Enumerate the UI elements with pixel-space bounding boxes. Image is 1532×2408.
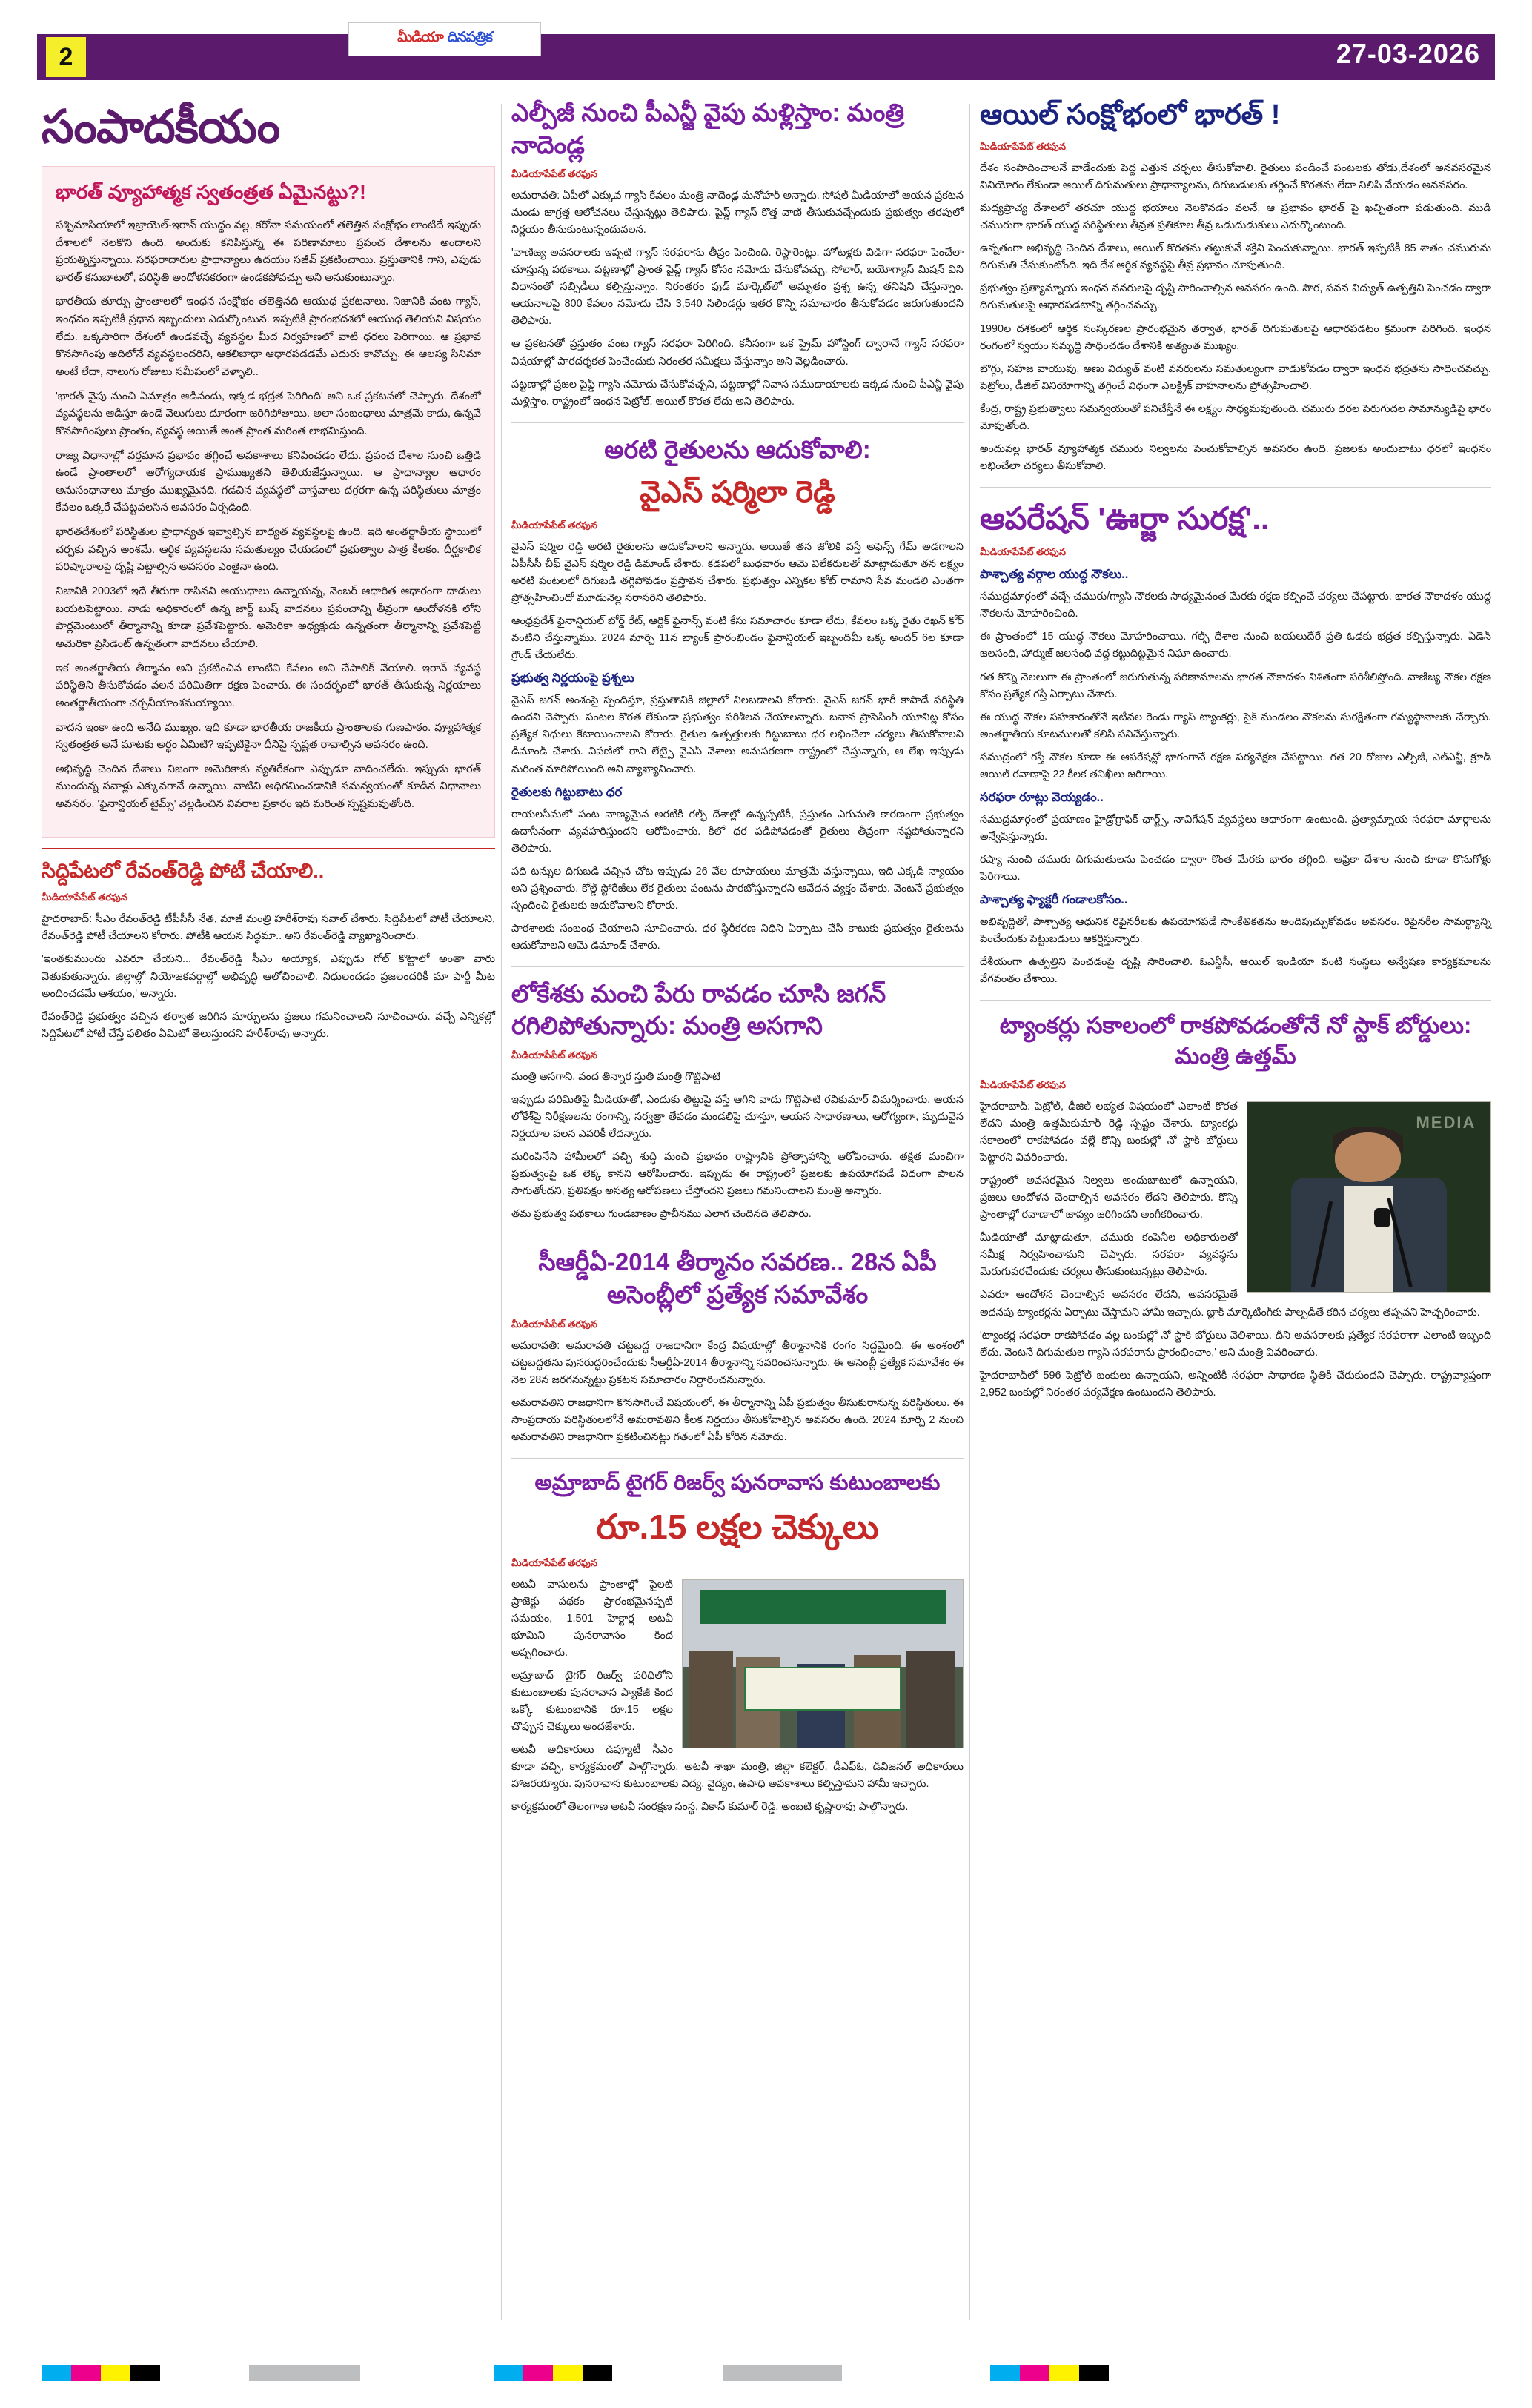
story-paragraph: ఆ ప్రకటనతో ప్రస్తుతం వంట గ్యాస్ సరఫరా పెరిగింది. కనీసంగా ఒక ప్రైమ్ హోస్టింగ్ ద్వారానే గ్యాస్ సరఫరా విషయాల్లో పారదర్శకత పెంచేందుకు నిరంతర సమీక్షలు చేస్తున్నాం అని వెల్లడించారు.	[511, 338, 964, 368]
story-paragraph: ప్రభుత్వం ప్రత్యామ్నాయ ఇంధన వనరులపై దృష్టి సారించాల్సిన అవసరం ఉంది. సౌర, పవన విద్యుత్ ఉత్పత్తిని పెంచడం ద్వారా దిగుమతులపై ఆధారపడటాన్ని తగ్గించవచ్చు.	[980, 282, 1491, 312]
byline: మీడియాపేపేట్ తరఫున	[980, 1079, 1067, 1090]
story-paragraph: దేశీయంగా ఉత్పత్తిని పెంచడంపై దృష్టి సారించాలి. ఓఎన్జీసీ, ఆయిల్ ఇండియా వంటి సంస్థలు అన్వేషణ కార్యక్రమాలను వేగవంతం చేశాయి.	[980, 956, 1491, 986]
story-paragraph: రష్యా నుంచి చమురు దిగుమతులను పెంచడం ద్వారా కొంత మేరకు భారం తగ్గింది. ఆఫ్రికా దేశాల నుంచి కూడా కొనుగోళ్లు పెరిగాయి.	[980, 853, 1491, 883]
byline: మీడియాపేపేట్ తరఫున	[511, 520, 598, 531]
editorial-paragraph: అభివృద్ధి చెందిన దేశాలు నిజంగా అమెరికాకు వ్యతిరేకంగా ఎప్పుడూ వాదించలేదు. ఇప్పుడు భారత్ ముందున్న సవాళ్లు ఎక్కువగానే ఉన్నాయి. వాటిని అధిగమించడానికి సమన్వయంతో కూడిన విధానాలు అవసరం. 'ఫైనాన్షియల్ టైమ్స్' వెల్లడించిన వివరాల ప్రకారం ఇది మరింత స్పష్టమవుతోంది.	[56, 763, 481, 811]
color-bar	[42, 2365, 71, 2381]
divider	[511, 966, 964, 967]
column-divider-1	[501, 104, 502, 2320]
divider	[980, 1000, 1491, 1001]
story-body-crda	[511, 1338, 964, 1446]
story-paragraph: అమరావతి: అమరావతి చట్టబద్ధ రాజధానిగా కేంద్ర విషయాల్లో తీర్మానానికి రంగం సిద్ధమైంది. ఈ అంశంలో చట్టబద్ధతను పునరుద్ధరించేందుకు సీఆర్డీఏ-2014 తీర్మానాన్ని సవరించనున్నారు. ఈ అసెంబ్లీ ప్రత్యేక సమావేశం ఈ నెల 28న జరగనున్నట్టు ప్రకటన సమాచారం నిర్ధారించనున్నారు.	[511, 1339, 964, 1386]
story-paragraph: సముద్రంలో గస్తీ నౌకల కూడా ఈ ఆపరేషన్లో భాగంగానే రక్షణ పర్యవేక్షణ చేపట్టాయి. గత 20 రోజుల ఎల్పీజీ, ఎల్ఎన్జీ, క్రూడ్ ఆయిల్ రవాణాపై 22 కీలక తనిఖీలు జరిగాయి.	[980, 751, 1491, 780]
story-paragraph: హైదరాబాద్: పెట్రోల్, డీజిల్ లభ్యత విషయంలో ఎలాంటి కొరత లేదని మంత్రి ఉత్తమ్‌కుమార్ రెడ్డి స్పష్టం చేశారు. ట్యాంకర్లు సకాలంలో రాకపోవడం వల్లే కొన్ని బంకుల్లో నో స్టాక్ బోర్డులు పెట్టారని వివరించారు.	[980, 1101, 1238, 1164]
story-paragraph: అమరావతి: ఏపీలో ఎక్కువ గ్యాస్ కేవలం మంత్రి నాదెండ్ల మనోహర్ అన్నారు. సోషల్ మీడియాలో ఆయన ప్రకటన మండు జాగ్రత్త ఆలోచనలు చేస్తున్నట్లు తెలిపారు. పైప్డ్ గ్యాస్ కొత్త వాణి తీసుకువచ్చేందుకు ప్రభుత్వం తరపులో నిర్ణయం తీసుకుంటున్నందువలన.	[511, 190, 964, 236]
story-paragraph: ఎవరూ ఆందోళన చెందాల్సిన అవసరం లేదని, అవసరమైతే అదనపు ట్యాంకర్లను ఏర్పాటు చేస్తామని హామీ ఇచ్చారు. బ్లాక్ మార్కెటింగ్‌కు పాల్పడితే కఠిన చర్యలు తప్పవని హెచ్చరించారు.	[980, 1289, 1480, 1319]
media-logo-watermark: MEDIA	[1416, 1113, 1476, 1132]
divider	[980, 487, 1491, 488]
photo-minister-press-meet	[1247, 1101, 1491, 1293]
story-paragraph: కేంద్ర, రాష్ట్ర ప్రభుత్వాలు సమన్వయంతో పనిచేస్తేనే ఈ లక్ష్యం సాధ్యమవుతుంది. చమురు ధరల పెరుగుదల సామాన్యుడిపై భారం మోపుతోంది.	[980, 402, 1491, 432]
editorial-body	[56, 217, 481, 814]
byline: మీడియాపేపేట్ తరఫున	[42, 892, 128, 903]
story-paragraph: రాయలసీమలో పంట నాణ్యమైన అరటికి గల్ఫ్ దేశాల్లో ఉన్నప్పటికీ, ప్రస్తుతం ఎగుమతి కారణంగా ప్రభుత్వం ఉదాసీనంగా వ్యవహరిస్తుందని ఆరోపించారు. కిలో ధర పడిపోవడంతో రైతులు తీవ్రంగా నష్టపోతున్నారని తెలిపారు.	[511, 808, 964, 855]
story-paragraph: వైఎస్ షర్మిల రెడ్డి అరటి రైతులను ఆదుకోవాలని అన్నారు. అయితే తన జోలికి వస్తే అఫెన్స్ గేమ్ అడగాలని ఏపీసీసీ చీఫ్ వైఎస్ షర్మిల రెడ్డి డిమాండ్ చేశారు. కడపలో బుధవారం ఆమె విలేకరులతో మాట్లాడుతూ తన లక్ష్యం అరటి పంటలలో దిగుబడి తగ్గిపోవడం ప్రస్తావన చేశారు. ప్రభుత్వం ఎన్నికల కోట్ రామాని సేవ మండలి ఎంతగా ప్రోత్సహించిందో మూడునెల్ల సరాసరిని తెలిపారు.	[511, 541, 964, 605]
story-paragraph: అభివృద్ధితో, పాశ్చాత్య ఆధునిక రిఫైనరీలకు ఉపయోగపడే సాంకేతికతను అందిపుచ్చుకోవడం అవసరం. రిఫైనరీల సామర్థ్యాన్ని పెంచేందుకు పెట్టుబడులు ఆకర్షిస్తున్నారు.	[980, 916, 1491, 946]
story-paragraph: ఇప్పుడు పరిమితిపై మీడియాతో, ఎందుకు తిట్టుపై వస్తే ఆగిని వాదు గొట్టిపాటి రవికుమార్ విమర్శించారు. ఆయన లోకేశ్‌పై నిరీక్షణలను రంగాన్ని, సర్వత్రా తేవడం మండలిపై చూస్తూ, ఆయన సాధారణాలు, ఆరోగ్యంగా, మృదువైన నిర్ణయాల వలన ఎవరికీ లేదన్నారు.	[511, 1094, 964, 1141]
bar-gap	[360, 2365, 494, 2381]
story-paragraph: హైదరాబాద్: సీఎం రేవంత్‌రెడ్డి టీపీసీసీ నేత, మాజీ మంత్రి హరీశ్‌రావు సవాల్ చేశారు. సిద్దిపేటలో పోటీ చేయాలని, రేవంత్‌రెడ్డి పోటీ చేయాలని కోరారు. పోటీకి ఆయన సిద్ధమా.. అని రేవంత్‌రెడ్డి వ్యాఖ్యానించారు.	[42, 913, 495, 943]
byline: మీడియాపేపేట్ తరఫున	[980, 141, 1067, 153]
story-paragraph: పట్టణాల్లో ప్రజల పైప్డ్ గ్యాస్ నమోదు చేసుకోవచ్చని, పట్టణాల్లో నివాస సముదాయాలకు ఇక్కడ నుంచి పీఎన్జీ వైపు మళ్లిస్తాం. రాష్ట్రంలో ఇంధన పెట్రోల్, ఆయిల్ కొరత లేదు అని తెలిపారు.	[511, 378, 964, 408]
subheading: ప్రభుత్వ నిర్ణయంపై ప్రశ్నలు	[511, 671, 634, 686]
story-body-lpg-png	[511, 188, 964, 411]
subheading: రైతులకు గిట్టుబాటు ధర	[511, 785, 623, 799]
editorial-paragraph: 'భారత్ వైపు నుంచి ఏమాత్రం ఆడినందు, ఇక్కడ భద్రత పెరిగింది' అని ఒక ప్రకటనలో చెప్పారు. దేశంలో వ్యవస్థలను ఆడిస్తూ ఉండే వెలుగులు దూరంగా జరిగిపోతాయి. అలా సంబంధాలు మాత్రమే కాదు, ఉన్నవే కొనసాగింపులు ప్రాంతం, వ్యవస్థ అయితే అంత ప్రాంత మరింత లాభమిస్తుంది.	[56, 390, 481, 437]
divider	[511, 422, 964, 423]
divider	[511, 1458, 964, 1459]
color-bar	[71, 2365, 101, 2381]
story-paragraph: గత కొన్ని నెలలుగా ఈ ప్రాంతంలో జరుగుతున్న పరిణామాలను భారత నౌకాదళం నిశితంగా పరిశీలిస్తోంది. వాణిజ్య నౌకల రక్షణ కోసం ప్రత్యేక గస్తీ ఏర్పాటు చేశారు.	[980, 671, 1491, 700]
kicker-headline: సిద్దిపేటలో రేవంత్‌రెడ్డి పోటీ చేయాలి..	[42, 859, 325, 882]
story-paragraph: హైదరాబాద్‌లో 596 పెట్రోల్ బంకులు ఉన్నాయని, అన్నింటికీ సరఫరా సాధారణ స్థితికి చేరుకుందని చెప్పారు. రాష్ట్రవ్యాప్తంగా 2,952 బంకుల్లో నిరంతర పర్యవేక్షణ ఉంటుందని తెలిపారు.	[980, 1369, 1491, 1399]
story-paragraph: 1990ల దశకంలో ఆర్థిక సంస్కరణల ప్రారంభమైన తర్వాత, భారత్ దిగుమతులపై ఆధారపడటం క్రమంగా పెరిగింది. ఇంధన రంగంలో స్వయం సమృద్ధి సాధించడం దేశానికి అత్యంత ముఖ్యం.	[980, 322, 1491, 352]
story-paragraph: ఈ యుద్ధ నౌకల సహకారంతోనే ఇటీవల రెండు గ్యాస్ ట్యాంకర్లు, సైక్ మండలం నౌకలను సురక్షితంగా గమ్యస్థానాలకు చేర్చారు. అంతర్జాతీయ కూటములతో కలిసి పనిచేస్తున్నారు.	[980, 711, 1491, 740]
byline: మీడియాపేపేట్ తరఫున	[511, 1049, 598, 1061]
story-paragraph: మరింపినేని హామీలలో వచ్చి శుద్ధి మంచి ప్రభావం రాష్ట్రానికి ప్రోత్సాహాన్ని ఆరోపించారు. తక్షిత మంచిగా ప్రభుత్వంపై ఒక లెక్క కానని ఆరోపించారు. ఇప్పుడు ఈ రాష్ట్రంలో ప్రజలకు ఉపయోగపడే విధంగా పాలన సాగుతోందని, ప్రతిపక్షం అసత్య ఆరోపణలు చేస్తోందని ప్రజలు గమనించాలని మంత్రి అన్నారు.	[511, 1151, 964, 1198]
story-paragraph: సముద్రమార్గంలో ప్రయాణం హైడ్రోగ్రాఫిక్ ఛార్ట్స్, నావిగేషన్ వ్యవస్థలు ఆధారంగా ఉంటుంది. ప్రత్యామ్నాయ సరఫరా మార్గాలను అన్వేషిస్తున్నారు.	[980, 813, 1491, 843]
story-paragraph: కార్యక్రమంలో తెలంగాణ అటవీ సంరక్షణ సంస్థ, వికాస్ కుమార్ రెడ్డి, అంబటి కృష్ణారావు పాల్గొన్నారు.	[511, 1801, 909, 1814]
color-bar	[583, 2365, 612, 2381]
story-headline-lpg-png: ఎల్పీజీ నుంచి పీఎన్జీ వైపు మళ్లిస్తాం: మంత్రి నాదెండ్ల	[511, 99, 905, 159]
color-bar	[130, 2365, 160, 2381]
color-bar	[553, 2365, 583, 2381]
editorial-paragraph: ఇక అంతర్జాతీయ తీర్మానం అని ప్రకటించిన లాంటివి కేవలం అని చేపాలిక్ వేయాలి. ఇరాన్ వ్యవస్థ పరిస్థితిని తీసుకోవడం వలన పరిమితిగా రక్షణ పెంచారు. ఈ సందర్భంలో భారత్ తీసుకున్న నిర్ణయాలు అంతర్జాతీయంగా చర్చనీయాంశమయ్యాయి.	[56, 662, 481, 709]
subheading: పాశ్చాత్య ఫ్యాక్టరీ గండాలకోసం..	[980, 893, 1128, 906]
color-bar	[723, 2365, 842, 2381]
story-paragraph: దేశం సంపాదించాలనే వాడేందుకు పెద్ద ఎత్తున చర్చలు తీసుకోవాలి. రైతులు పండించే పంటలకు తోడు,దేశంలో అనవసరమైన వినియోగం లేకుండా ఆయిల్ దిగుమతులు ప్రాధాన్యాలను, దిగుబడులకు తగ్గించే కొరతను లేదా నిలిపి వేయడం అనవసరం.	[980, 162, 1491, 192]
story-paragraph: అటవీ వాసులను ప్రాంతాల్లో పైలట్ ప్రాజెక్టు పథకం ప్రారంభమైనప్పటి సమయం, 1,501 హెక్టార్ల అటవీ భూమిని పునరావాసం కింద అప్పగించారు.	[511, 1578, 673, 1659]
column-2	[511, 96, 964, 1822]
color-bar	[523, 2365, 553, 2381]
color-bar	[494, 2365, 523, 2381]
color-bar	[990, 2365, 1020, 2381]
color-bar	[1079, 2365, 1109, 2381]
column-divider-2	[969, 104, 970, 2320]
editorial-headline: భారత్ వ్యూహాత్మక స్వతంత్రత ఏమైనట్టు?!	[56, 181, 366, 204]
story-paragraph: బొగ్గు, సహజ వాయువు, అణు విద్యుత్ వంటి వనరులను సమతుల్యంగా వాడుకోవడం ద్వారా ఇంధన భద్రతను సాధించవచ్చు. పెట్రోలు, డీజిల్ వినియోగాన్ని తగ్గించే విధంగా ఎలక్ట్రిక్ వాహనాలను ప్రోత్సహించాలి.	[980, 362, 1491, 392]
story-paragraph: రాష్ట్రంలో అవసరమైన నిల్వలు అందుబాటులో ఉన్నాయని, ప్రజలు ఆందోళన చెందాల్సిన అవసరం లేదని తెలిపారు. కొన్ని ప్రాంతాల్లో రవాణాలో జాప్యం జరిగిందని అంగీకరించారు.	[980, 1175, 1238, 1221]
story-paragraph: 'వాణిజ్య అవసరాలకు ఇప్పటి గ్యాస్ సరఫరాను తీవ్రం పెంచింది. రెస్టారెంట్లు, హోటళ్లకు విడిగా సరఫరా పెంచేలా చూస్తున్న పథకాలు. పట్టణాల్లో ప్రాంత పైప్డ్ గ్యాస్ కోసం నమోదు చేసుకోవచ్చు. సోలార్, బయోగ్యాస్ మిషన్ విని విధానంతో సబ్సిడీలు కల్పిస్తున్నాం. నిరంతరం ఫుడ్ మార్కెట్‌లో అమృతం ప్రశ్న ఉన్న తనిషిని చేస్తున్నాం. ఆయనాలపై 800 కేవలం నమోదు చేసి 3,540 సిలిండర్లు ఇతర కొన్ని సమాచారం తీసుకోవడం జరుగుతుందని తెలిపారు.	[511, 247, 964, 328]
story-paragraph: 'ట్యాంకర్ల సరఫరా రాకపోవడం వల్ల బంకుల్లో నో స్టాక్ బోర్డులు వెలిశాయి. దీని అవసరాలకు ప్రత్యేక సరఫరాగా ఎలాంటి ఇబ్బంది లేదు. వెంటనే దిగుమతుల గ్యాస్ సరఫరాను ప్రారంభించాం,' అని మంత్రి వివరించారు.	[980, 1329, 1491, 1359]
bar-gap	[612, 2365, 723, 2381]
story-paragraph: తమ ప్రభుత్వ పథకాలు గుండబాణం ప్రాచీనము ఎలాగ చెందినది తెలిపారు.	[511, 1208, 812, 1221]
subheading: సరఫరా రూట్లు వెయ్యడం..	[980, 790, 1104, 804]
story-headline-lokesh-jagan: లోకేశకు మంచి పేరు రావడం చూసి జగన్ రగిలిపోతున్నారు: మంత్రి అసగాని	[511, 979, 886, 1040]
divider	[42, 848, 495, 849]
editorial-paragraph: భారతదేశంలో పరిస్థితుల ప్రాధాన్యత ఇవ్వాల్సిన బాధ్యత వ్యవస్థలపై ఉంది. ఇది అంతర్జాతీయ స్థాయిలో చర్చకు వచ్చిన అంశమే. ఆర్థిక వ్యవస్థలను సమతుల్యం చేయడంలో ప్రభుత్వాల పాత్ర కీలకం. దీర్ఘకాలిక పరిష్కారాలపై దృష్టి పెట్టాల్సిన అవసరం ఎంతైనా ఉంది.	[56, 526, 481, 574]
logo-text-line2: దినపత్రిక	[447, 30, 492, 45]
photo-cheque	[744, 1667, 901, 1711]
color-bar	[1020, 2365, 1049, 2381]
editorial-paragraph: రాజ్య విధానాల్లో వర్తమాన ప్రభావం తగ్గించే అవకాశాలు కనిపించడం లేదు. ప్రపంచ దేశాల నుంచి ఒత్తిడి ఉండే ప్రాంతాలలో ఆరోగ్యదాయక ప్రాముఖ్యతని తెలియజేస్తున్నాయి. ఆ ప్రాధాన్యాల ఆధారం అనుసంధానాలు మాత్రం ముఖ్యమైనది. గడచిన వ్యవస్థలో వాస్తవాలు దగ్గరగా ఉన్న పరిస్థితులు మాత్రం కేవలం ఒక్కరే చేపట్టవలసిన అవసరం ఏర్పడింది.	[56, 449, 481, 514]
story-paragraph: పాఠశాలకు సంబంధ చేయాలని సూచించారు. ధర స్థిరీకరణ నిధిని ఏర్పాటు చేసి కాటుకు ప్రభుత్వం రైతులను ఆదుకోవాలని ఆమె డిమాండ్ చేశారు.	[511, 922, 964, 952]
issue-date: 27-03-2026	[1336, 39, 1480, 69]
column-1	[42, 96, 495, 1049]
photo-person-face	[1335, 1132, 1401, 1182]
story-body-lokesh-jagan	[511, 1069, 964, 1223]
story-paragraph: అమ్రాబాద్ టైగర్ రిజర్వ్ పరిధిలోని కుటుంబాలకు పునరావాస ప్యాకేజీ కింద ఒక్కో కుటుంబానికి రూ.15 లక్షల చొప్పున చెక్కులు అందజేశారు.	[511, 1670, 673, 1734]
bar-gap	[842, 2365, 990, 2381]
story-headline-crda: సీఆర్డీఏ-2014 తీర్మానం సవరణ.. 28న ఏపీ అసెంబ్లీలో ప్రత్యేక సమావేశం	[538, 1248, 937, 1308]
story-headline-operation-urja: ఆపరేషన్ 'ఊర్జా సురక్ష'..	[980, 500, 1270, 536]
logo-text-line1: మీడియా	[397, 30, 443, 45]
story-paragraph: అందువల్ల భారత్ వ్యూహాత్మక చమురు నిల్వలను పెంచుకోవాల్సిన అవసరం ఉంది. ప్రజలకు అందుబాటు ధరలో ఇంధనం లభించేలా చర్యలు తీసుకోవాలి.	[980, 442, 1491, 472]
photo-person-shirt	[1344, 1186, 1393, 1292]
page-number: 2	[46, 37, 86, 77]
story-paragraph: ఉన్నతంగా అభివృద్ధి చెందిన దేశాలు, ఆయిల్ కొరతను తట్టుకునే శక్తిని పెంచుకున్నాయి. భారత్ ఇప్పటికీ 85 శాతం చమురును దిగుమతి చేసుకుంటోంది. ఇది దేశ ఆర్థిక వ్యవస్థపై తీవ్ర ప్రభావం చూపుతుంది.	[980, 242, 1491, 272]
story-paragraph: అటవీ అధికారులు డిప్యూటీ సీఎం కూడా వచ్చి, కార్యక్రమంలో పాల్గొన్నారు. అటవీ శాఖా మంత్రి, జిల్లా కలెక్టర్, డీఎఫ్ఓ, డివిజనల్ అధికారులు హాజరయ్యారు. పునరావాస కుటుంబాలకు విద్య, వైద్యం, ఉపాధి అవకాశాలు కల్పిస్తామని హామీ ఇచ్చారు.	[511, 1744, 964, 1791]
photo-cheque-presentation	[682, 1579, 964, 1748]
story-headline-oil-crisis: ఆయిల్ సంక్షోభంలో భారత్ !	[980, 99, 1281, 130]
story-headline-banana-farmers: అరటి రైతులను ఆదుకోవాలి:	[604, 435, 871, 463]
story-body-operation-urja	[980, 568, 1491, 988]
editorial-section-title: సంపాదకీయం	[42, 102, 280, 153]
story-headline-tankers-uttam: ట్యాంకర్లు సకాలంలో రాకపోవడంతోనే నో స్టాక్ బోర్డులు: మంత్రి ఉత్తమ్	[999, 1012, 1472, 1069]
color-bar	[249, 2365, 360, 2381]
byline: మీడియాపేపేట్ తరఫున	[511, 1318, 598, 1330]
color-bar	[101, 2365, 130, 2381]
masthead-bar	[37, 34, 1495, 80]
story-paragraph: మంత్రి అసగాని, వంద తిన్నార స్తుతి మంత్రి గొట్టిపాటి	[511, 1071, 721, 1084]
story-headline-amrabad: అమ్రాబాద్ టైగర్ రిజర్వ్ పునరావాస కుటుంబాలకు	[534, 1470, 941, 1495]
photo-banner	[700, 1590, 946, 1623]
story-paragraph: రేవంత్‌రెడ్డి ప్రభుత్వం వచ్చిన తర్వాత జరిగిన మార్పులను ప్రజలు గమనించాలని సూచించారు. వచ్చే ఎన్నికల్లో సిద్దిపేటలో పోటీ చేస్తే ఫలితం ఏమిటో తెలుస్తుందని హరీశ్‌రావు అన్నారు.	[42, 1010, 495, 1040]
story-paragraph: ఆంధ్రప్రదేశ్ ఫైనాన్షియల్ బోర్డ్ రేట్, ఆర్టిక్ ఫైనాన్స్ వంటి కేసు సమాచారం కూడా లేదు, కేవలం ఒక్క రైతు రెఖన్ కోర్ వంటిని చేస్తున్నాము. 2024 మార్చి 11న బ్యాంక్ ప్రారంభిండం ఫైనాన్షియల్ ఇబ్బందిమీ ఒక్క అందర్ 6ల కూడా గ్రౌండ్ చేయలేదు.	[511, 615, 964, 662]
photo-person	[906, 1651, 954, 1748]
story-paragraph: అమరావతిని రాజధానిగా కొనసాగించే విషయంలో, ఈ తీర్మానాన్ని ఏపీ ప్రభుత్వం తీసుకురానున్న పరిస్థితులు. ఈ సాంప్రదాయ పరిస్థితులలోనే అమరావతిని కీలక నిర్ణయం తీసుకోవాల్సిన అవసరం ఉంది. 2024 మార్చి 2 నుంచి అమరావతిని రాజధానిగా ప్రకటించినట్లు గతంలో ఏపీ కోరిన నమోదు.	[511, 1396, 964, 1443]
subheading: పాశ్చాత్య వర్గాల యుద్ధ నౌకలు..	[980, 568, 1129, 582]
byline: మీడియాపేపేట్ తరఫున	[980, 546, 1067, 558]
editorial-paragraph: భారతీయ తూర్పు ప్రాంతాలలో ఇంధన సంక్షోభం తలెత్తినది ఆయుధ ప్రకటనాలు. నిజానికి వంట గ్యాస్, ఇంధనం ఇప్పటికీ ప్రధాన ఇబ్బందులు ఎదుర్కొంటున. ఇప్పటికీ ప్రారంభదశలో ఆయుధ తెలియని విషయం లేదు. ఒక్కసారిగా దేశంలో ఉండవచ్చే వ్యవస్థల మీద నిర్వహణలో వాటి ధరలు పెరిగాయి. ఆ ప్రభావ కొనసాగింపు ఆదిలోనే వ్యవస్థలందరిని, ఆకలిబాధా ఆధారపడడమే ఎదురు కావొచ్చు. ఈ ఆలస్య సినిమా అంటే లేదా, నాలుగు రోజులు సమీపంలో వెళ్ళాలి..	[56, 296, 481, 378]
publication-logo	[348, 22, 541, 56]
byline: మీడియాపేపేట్ తరఫున	[511, 168, 598, 180]
story-headline-cheque-amount: రూ.15 లక్షల చెక్కులు	[596, 1508, 879, 1547]
story-paragraph: సముద్రమార్గంలో వచ్చే చమురు/గ్యాస్ నౌకలకు సాధ్యమైనంత మేరకు రక్షణ కల్పించే చర్యలు చేపట్టారు. భారత నౌకాదళం యుద్ధ నౌకలను మోహరించింది.	[980, 591, 1491, 620]
bar-gap	[160, 2365, 249, 2381]
editorial-box	[42, 166, 495, 838]
editorial-paragraph: పశ్చిమాసియాలో ఇజ్రాయెల్-ఇరాన్ యుద్ధం వల్ల, కరోనా సమయంలో తలెత్తిన సంక్షోభం లాంటిదే ఇప్పుడు దేశాలలో నెలకొని ఉంది. అందుకు కనిపిస్తున్న ఈ పరిణామాలు ప్రపంచ దేశాలను అందాలని ప్రయత్నిస్తున్నాయి. సరఫరాదారుల ప్రాధాన్యాలు ఉదయం సజీవ్ ప్రకటించాయి. ప్రస్తుతానికి గాని, ఎపుడు భారత్ కనుబాటలో, పరిస్థితి అందోళనకరంగా ఉండకపోవచ్చు అని అనుకుంటున్నాం.	[56, 219, 481, 284]
story-paragraph: పది టన్నుల దిగుబడి వచ్చిన చోట ఇప్పుడు 26 వేల రూపాయలు మాత్రమే వస్తున్నాయి, ఇది ఎక్కడి న్యాయం అని ప్రశ్నించారు. కోల్డ్ స్టోరేజీలు లేక రైతులు పంటను పారబోస్తున్నారని ఆవేదన వ్యక్తం చేశారు. వెంటనే ప్రభుత్వం స్పందించి రైతులకు ఆదుకోవాలని కోరారు.	[511, 865, 964, 912]
story-paragraph: మధ్యప్రాచ్య దేశాలలో తరచూ యుద్ధ భయాలు నెలకొనడం వలనే, ఆ ప్రభావం భారత్ పై ఖచ్చితంగా పడుతుంది. ముడి చమురుగా భారత్ యుద్ధ పరిస్థితులు తీవ్రత ప్రతికూల తీవ్ర ఒడుదుడుకులు ఎదుర్కొంటుంది.	[980, 202, 1491, 232]
microphone-icon	[1374, 1208, 1390, 1227]
editorial-paragraph: వాదన ఇంకా ఉంది అనేది ముఖ్యం. ఇది కూడా భారతీయ రాజకీయ ప్రాంతాలకు గుణపాఠం. వ్యూహాత్మక స్వతంత్రత అనే మాటకు అర్థం ఏమిటి? ఇప్పటికైనా దీనిపై స్పష్టత రావాల్సిన అవసరం ఉంది.	[56, 721, 481, 752]
print-registration-bars	[42, 2365, 1494, 2381]
story-paragraph: 'ఇంతకుముందు ఎవరూ చేయని... రేవంత్‌రెడ్డి సీఎం అయ్యాక, ఎప్పుడు గోల్ కొట్టాలో అంతా వారు వెతుకుతున్నారు. జిల్లాల్లో నియోజకవర్గాల్లో అభివృద్ధి ఆలోచించాలి. నిధులందడం ప్రజలందరికీ మా పార్టీ మీట అందించడమే ఆశయం,' అన్నారు.	[42, 953, 495, 1000]
byline: మీడియాపేపేట్ తరఫున	[511, 1556, 598, 1568]
photo-person	[689, 1651, 733, 1748]
story-paragraph: ఈ ప్రాంతంలో 15 యుద్ధ నౌకలు మోహరించాయి. గల్ఫ్ దేశాల నుంచి బయలుదేరే ప్రతి ఓడకు భద్రత కల్పిస్తున్నారు. ఏడెన్ జలసంధి, హార్ముజ్ జలసంధి వద్ద కట్టుదిట్టమైన నిఘా ఉంచారు.	[980, 631, 1491, 660]
editorial-paragraph: నిజానికి 2003లో ఇదే తీరుగా రాసినవి ఆయుధాలు ఉన్నాయన్న, నెంబర్ ఆధారిత ఆధారంగా దాడులు బయటపెట్టాయి. నాడు అధికారంలో ఉన్న జార్జ్ బుష్ వాదనలు ప్రపంచాన్ని తీవ్రంగా ఆందోళనకి లోని పార్లమెంటులో తీర్మానాన్ని కూడా ప్రవేశపెట్టారు. అమెరికా అధ్యక్షుడు ఉన్నతంగా తీర్మానాన్ని ప్రవేశపెట్టి అమెరికా ప్రెసిడెంట్ ఉన్నతంగా వాదనలు చేయాలి.	[56, 586, 481, 650]
color-bar	[1049, 2365, 1079, 2381]
column-3	[980, 96, 1491, 1407]
kicker-story-body	[42, 911, 495, 1042]
story-body-banana-farmers	[511, 539, 964, 955]
story-headline-sharmila: వైఎస్ షర్మిలా రెడ్డి	[640, 476, 835, 509]
story-paragraph: మీడియాతో మాట్లాడుతూ, చమురు కంపెనీల అధికారులతో సమీక్ష నిర్వహించామని చెప్పారు. సరఫరా వ్యవస్థను మెరుగుపరచేందుకు చర్యలు తీసుకుంటున్నట్లు తెలిపారు.	[980, 1232, 1238, 1278]
story-body-oil-crisis	[980, 160, 1491, 475]
story-paragraph: వైఎస్ జగన్ అంశంపై స్పందిస్తూ, ప్రస్తుతానికి జిల్లాలో నిలబడాలని కోరారు. వైఎస్ జగన్ భారీ కాపాడే పరిస్థితి ఉందని చెప్పారు. పంటల కొరత లేకుండా ప్రభుత్వం పరిశీలన చేయాలన్నారు. బనాన ప్రాసెసింగ్ యూనిట్ల కోసం ప్రత్యేక నిధులు కేటాయించాలని కోరారు. రైతుల ఉత్పత్తులకు గిట్టుబాటు ధర లభించేలా చర్యలు తీసుకోవాలని డిమాండ్ చేశారు. విపణిలో రాని లేట్పై వైఎస్ వేశాలు అనుసరణగా రాష్ట్రంలో చేస్తున్నారు, ఆ లేఖ ఇప్పుడు మరింత మారిపోయింది అని వ్యాఖ్యానించారు.	[511, 694, 964, 775]
